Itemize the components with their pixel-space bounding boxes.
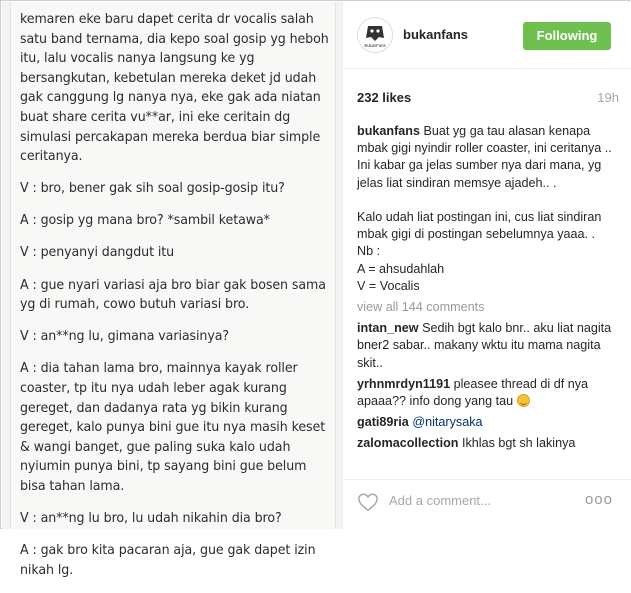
view-all-comments-link[interactable]: view all 144 comments [357,300,485,315]
chat-line: V : an**ng lu bro, lu udah nikahin dia bro? [20,509,282,526]
comment-item [357,414,623,431]
post-sidebar [342,2,630,529]
caption-text: Buat yg ga tau alasan kenapa mbak gigi nyindir roller coaster, ini ceritanya .. Ini kabar ga jelas sumber nya dari mana, yg jelas liat sindiran memsye ajadeh.. . Kalo udah liat postingan ini, cus liat sindiran mbak gigi di postingan sebelumnya yaaa. . Nb : A = ahsudahlah V = Vocalis [357,124,612,293]
stats-row [357,87,619,107]
chat-line: A : gak bro kita pacaran aja, gue gak dapet izin nikah lg. [20,542,316,578]
comment-item [357,435,623,451]
avatar-logo-icon [358,18,392,52]
avatar[interactable] [357,17,393,53]
add-comment-input[interactable]: Add a comment... [389,493,491,508]
post-time[interactable]: 19h [597,90,619,105]
comment-username[interactable]: zalomacollection [357,436,459,451]
likes-count[interactable]: 232 likes [357,90,412,105]
chat-line: V : penyanyi dangdut itu [20,244,175,261]
chat-line: V : bro, bener gak sih soal gosip-gosip itu? [20,180,285,197]
comment-item [357,376,623,410]
comment-username[interactable]: yrhnmrdyn1191 [357,376,451,391]
chat-line: V : an**ng lu, gimana variasinya? [20,328,230,345]
comment-username[interactable]: gati89ria [357,415,409,430]
heart-icon[interactable] [357,491,379,513]
comment-text: Ikhlas bgt sh lakinya [458,436,576,451]
grinning-emoji-icon [517,394,530,407]
chat-line: A : gue nyari variasi aja bro biar gak bosen sama yg di rumah, cowo butuh variasi bro. [20,276,326,313]
following-button[interactable]: Following [523,22,611,50]
comment-username[interactable]: intan_new [357,321,419,336]
mention-link[interactable]: @nitarysaka [412,415,483,430]
post-caption [357,123,623,295]
chat-intro: kemaren eke baru dapet cerita dr vocalis salah satu band ternama, dia kepo soal gosip yg heboh itu, lalu vocalis nanya langsung ke yg bersangkutan, kebetulan mereka deket jd udah gak canggung lg nanya nya, eke gak ada niatan buat share cerita vu**ar, ini eke ceritain dg simulasi percakapan mereka berdua biar simple ceritanya. [20,11,329,165]
chat-line: A : dia tahan lama bro, mainnya kayak roller coaster, tp itu nya udah leber agak kurang gereget, dan dadanya rata yg bikin kurang gereget, kalo punya bini gue itu nya masih keset & wangi banget, gue paling suka kalo udah nyiumin punya bini, tp sayang bini gue belum bisa tahan lama. [20,360,326,494]
comments-list [357,123,623,451]
chat-transcript [20,10,334,593]
username-link[interactable]: bukanfans [403,27,469,42]
comment-item [357,320,623,372]
comment-text: Sedih bgt kalo bnr.. aku liat nagita bner2 sabar.. makany wktu itu mama nagita skit.. [357,321,612,370]
more-options-icon[interactable]: ooo [584,491,613,508]
post-image[interactable] [2,2,342,578]
chat-line: A : gosip yg mana bro? *sambil ketawa* [20,212,270,229]
comment-bar [343,479,631,529]
svg-text:BukanFans: BukanFans [364,43,386,48]
comment-text: pleasee thread di df nya apaaa?? info dong yang tau [357,376,589,409]
caption-username[interactable]: bukanfans [357,124,420,138]
post-header [343,2,631,69]
